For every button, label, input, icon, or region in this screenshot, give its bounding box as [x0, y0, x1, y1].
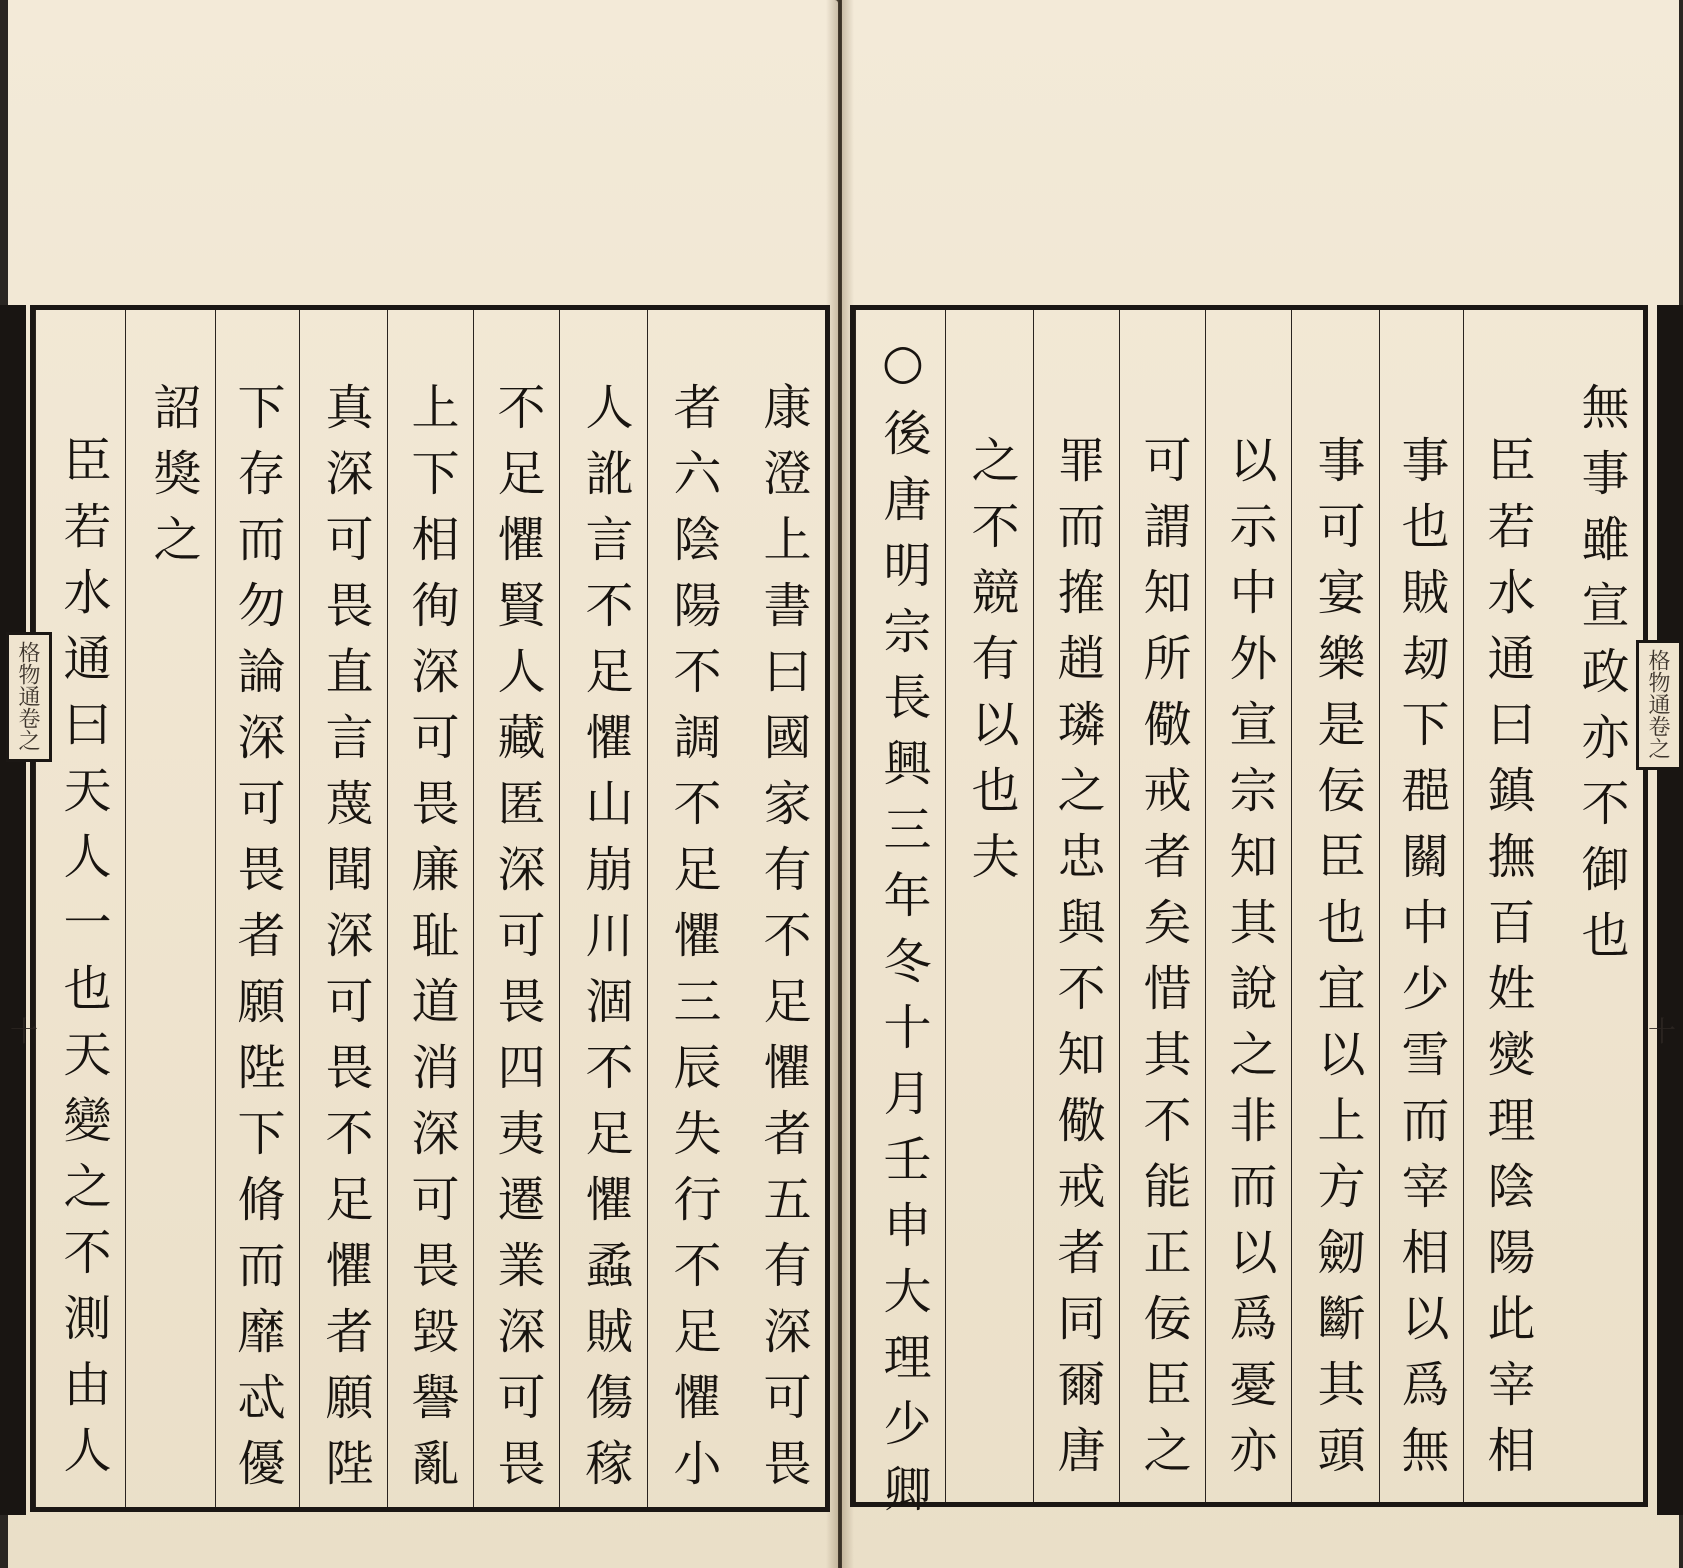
column-text: 事可宴樂是佞臣也宜以上方劒斷其頭 — [1309, 435, 1365, 1491]
fore-edge-title-tab: 格物通卷之 — [1636, 640, 1682, 770]
text-column — [387, 310, 473, 1507]
text-column — [735, 310, 825, 1507]
left-text-frame — [30, 305, 830, 1512]
text-column — [1379, 310, 1463, 1502]
text-column — [299, 310, 387, 1507]
column-text: 無事雖宣政亦不御也 — [1573, 382, 1629, 976]
column-text: 者六陰陽不調不足懼三辰失行不足懼小 — [665, 382, 721, 1504]
column-text: 人訛言不足懼山崩川涸不足懼蟊賊傷稼 — [577, 382, 633, 1504]
column-text: 以示中外宣宗知其說之非而以爲憂亦 — [1221, 435, 1277, 1491]
text-column — [1033, 310, 1119, 1502]
column-text: 事也賊刼下𨛦關中少雪而宰相以爲無 — [1393, 435, 1449, 1491]
column-text: 可謂知所儆戒者矣惜其不能正佞臣之 — [1135, 435, 1191, 1491]
text-column — [473, 310, 559, 1507]
column-text: 不足懼賢人藏匿深可畏四夷遷業深可畏 — [489, 382, 545, 1504]
text-column — [1119, 310, 1205, 1502]
right-text-frame — [850, 305, 1648, 1530]
fore-edge-title-tab: 格物通卷之 — [6, 632, 52, 762]
text-column — [1463, 310, 1549, 1502]
text-column — [1291, 310, 1379, 1502]
text-column — [125, 310, 215, 1507]
column-text: ○後唐明宗長興三年冬十月壬申大理少卿 — [875, 334, 931, 1530]
column-text: 上下相徇深可畏廉耻道消深可畏毀譽亂 — [403, 382, 459, 1504]
text-column — [647, 310, 735, 1507]
column-text: 臣若水通曰天人一也天變之不測由人 — [55, 435, 111, 1491]
column-text: 罪而搉趙璘之忠與不知儆戒者同爾唐 — [1049, 435, 1105, 1491]
column-text: 真深可畏直言蔑聞深可畏不足懼者願陛 — [317, 382, 373, 1504]
column-text: 康澄上書曰國家有不足懼者五有深可畏 — [755, 382, 811, 1504]
folio-number: 十 — [1648, 1015, 1677, 1048]
text-column — [855, 310, 945, 1530]
text-column — [215, 310, 299, 1507]
folio-number: 十 — [10, 1015, 39, 1048]
text-column — [35, 310, 125, 1507]
text-column — [1549, 310, 1643, 1502]
left-edge-bleed — [0, 305, 26, 1515]
right-edge-bleed — [1657, 305, 1683, 1515]
text-column — [945, 310, 1033, 1502]
text-column — [1205, 310, 1291, 1502]
column-text: 臣若水通曰鎮撫百姓爕理陰陽此宰相 — [1479, 435, 1535, 1491]
text-column — [559, 310, 647, 1507]
column-text: 下存而勿論深可畏者願陛下脩而靡忒優 — [229, 382, 285, 1504]
column-text: 之不競有以也夫 — [963, 435, 1019, 897]
column-text: 詔獎之 — [145, 382, 201, 580]
